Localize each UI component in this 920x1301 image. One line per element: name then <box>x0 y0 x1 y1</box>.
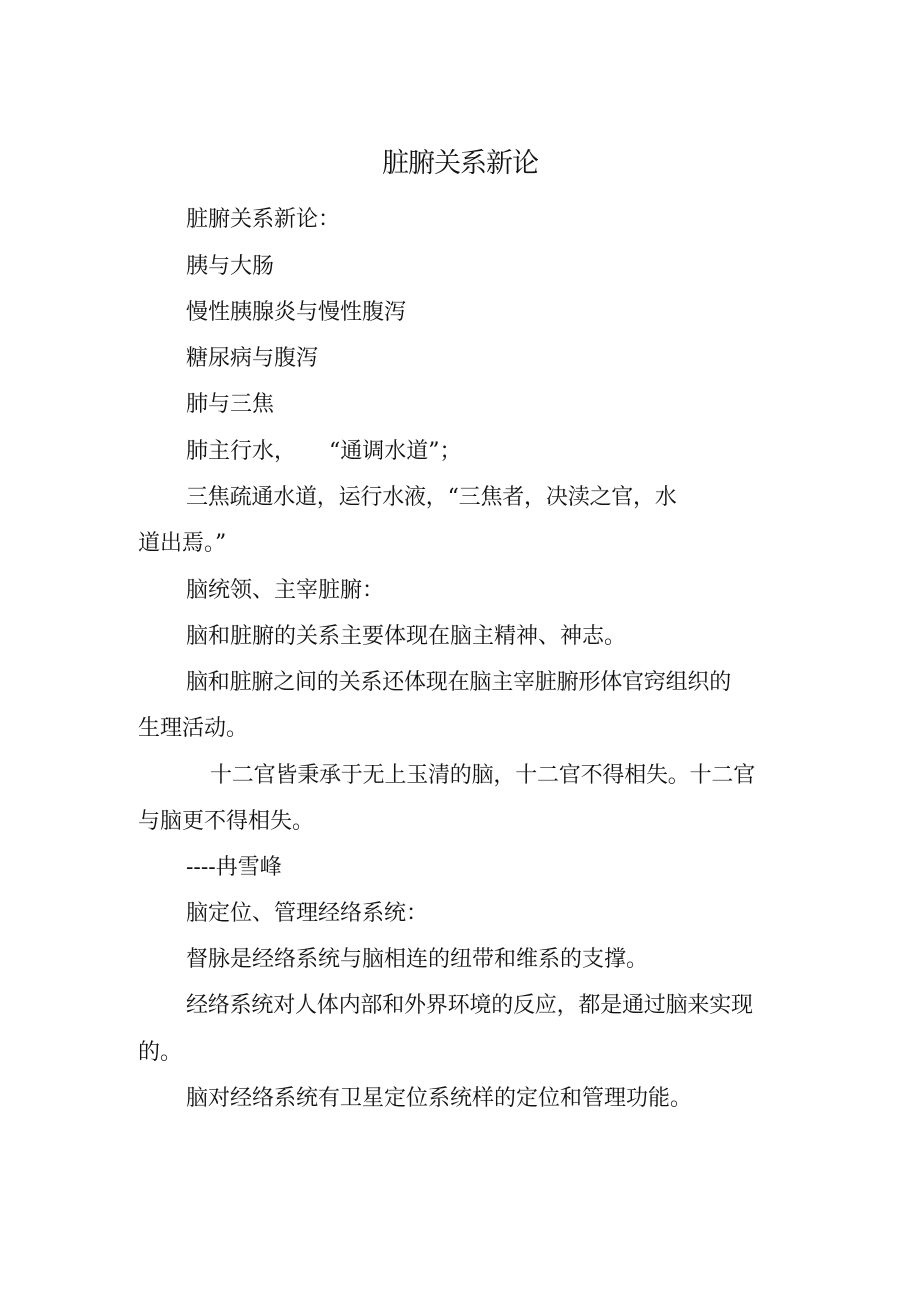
text-line: 十二官皆秉承于无上玉清的脑，十二官不得相失。十二官 <box>210 763 756 788</box>
text-line: 肺主行水， “通调水道”； <box>186 439 462 464</box>
text-line: 生理活动。 <box>138 716 249 741</box>
text-line: 胰与大肠 <box>186 254 275 279</box>
text-line: 脏腑关系新论： <box>186 207 341 232</box>
text-line: 道出焉。” <box>138 531 227 556</box>
text-line: 督脉是经络系统与脑相连的纽带和维系的支撑。 <box>186 947 649 972</box>
text-line: 脑对经络系统有卫星定位系统样的定位和管理功能。 <box>186 1086 693 1111</box>
text-line: 脑和脏腑的关系主要体现在脑主精神、神志。 <box>186 624 627 649</box>
text-line: 三焦疏通水道，运行水液，“三焦者，决渎之官，水 <box>186 485 677 510</box>
document-title: 脏腑关系新论 <box>382 148 538 179</box>
text-line: 与脑更不得相失。 <box>138 809 315 834</box>
text-line: ----冉雪峰 <box>186 855 282 880</box>
text-line: 经络系统对人体内部和外界环境的反应，都是通过脑来实现 <box>186 993 753 1018</box>
text-line: 肺与三焦 <box>186 392 275 417</box>
text-line: 脑定位、管理经络系统： <box>186 901 429 926</box>
text-line: 脑和脏腑之间的关系还体现在脑主宰脏腑形体官窍组织的 <box>186 670 732 695</box>
text-line: 糖尿病与腹泻 <box>186 346 319 371</box>
text-line: 慢性胰腺炎与慢性腹泻 <box>186 300 407 325</box>
text-line: 脑统领、主宰脏腑： <box>186 578 385 603</box>
text-line: 的。 <box>138 1040 183 1065</box>
